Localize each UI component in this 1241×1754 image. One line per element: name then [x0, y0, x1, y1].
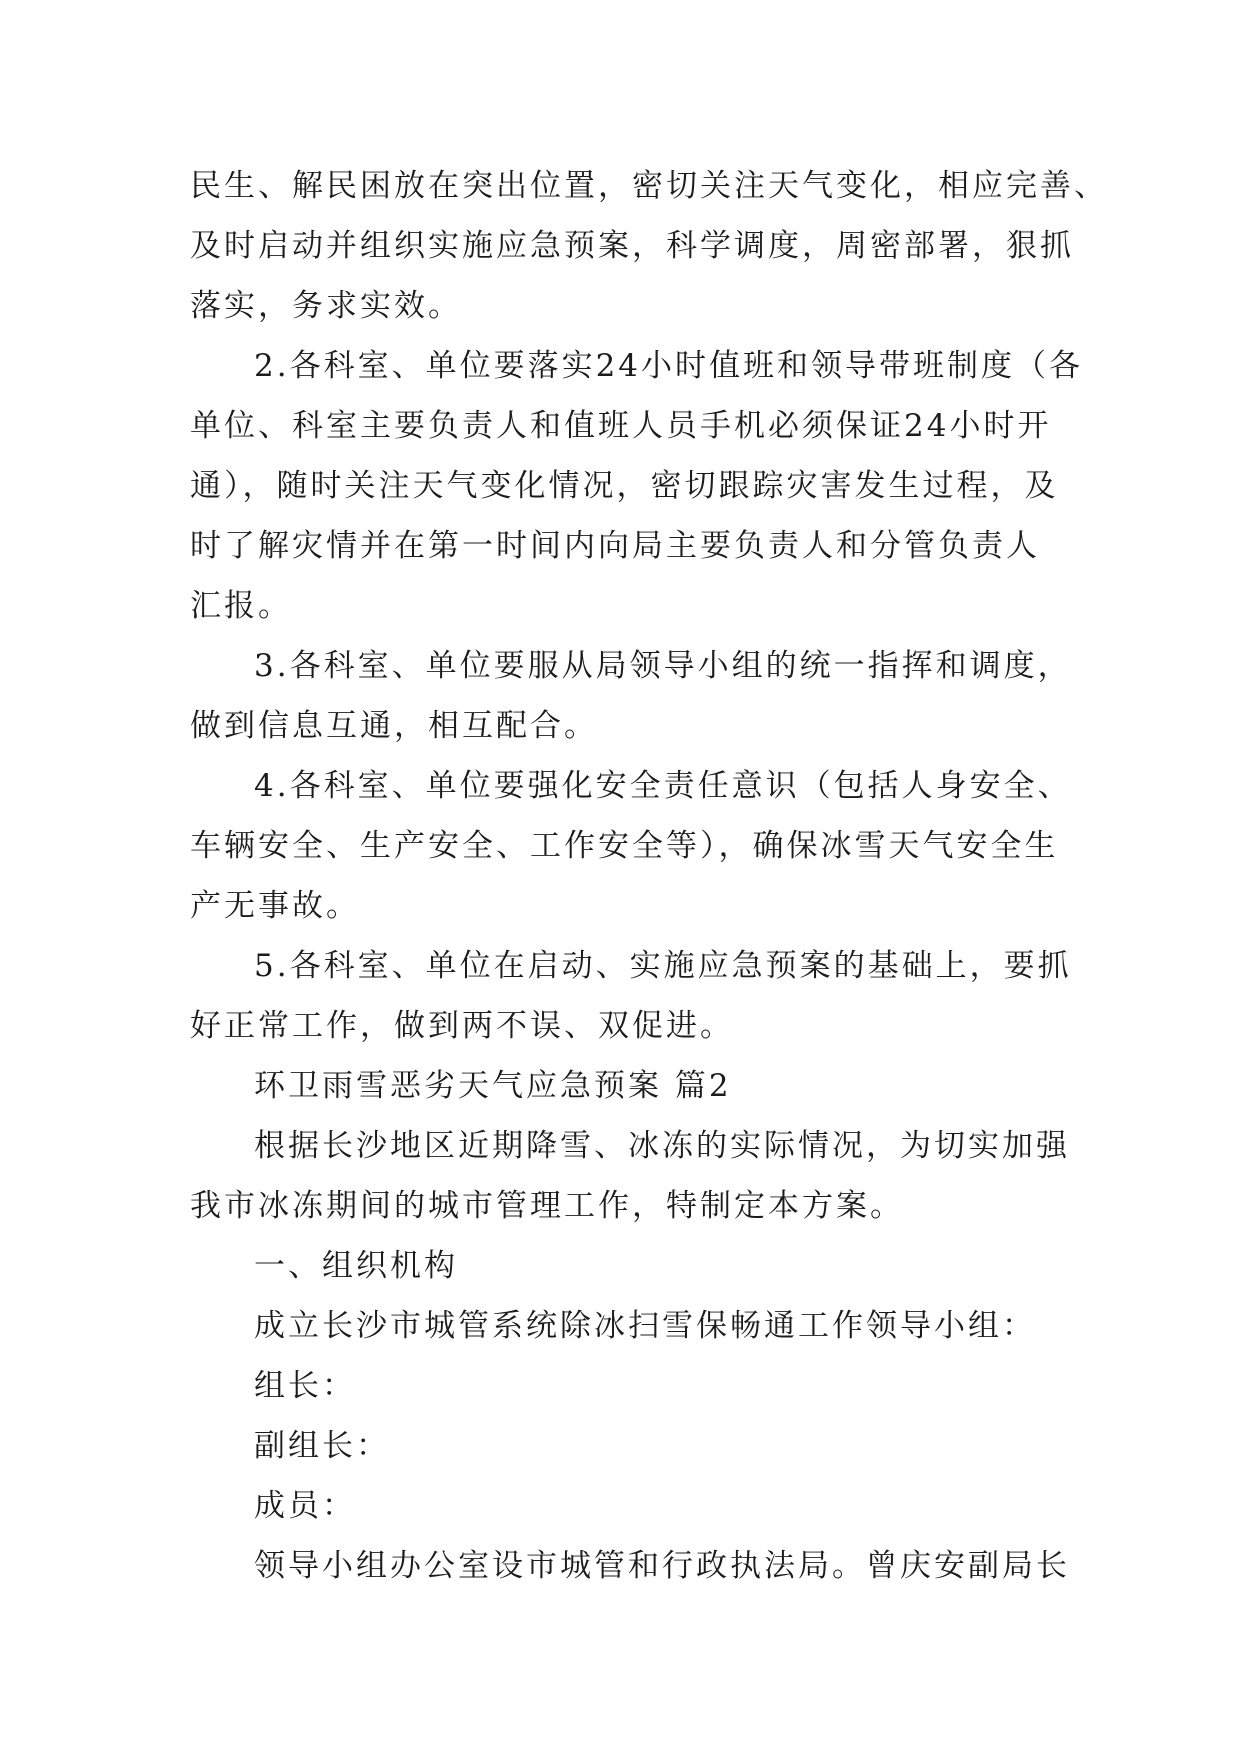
- section-heading: 一、组织机构: [254, 1248, 458, 1284]
- paragraph-line: 时了解灾情并在第一时间内向局主要负责人和分管负责人: [190, 528, 1040, 564]
- paragraph-line: 根据长沙地区近期降雪、冰冻的实际情况，为切实加强: [254, 1128, 1070, 1164]
- paragraph-line: 民生、解民困放在突出位置，密切关注天气变化，相应完善、: [190, 168, 1108, 204]
- paragraph-line: 2.各科室、单位要落实24小时值班和领导带班制度（各: [254, 348, 1084, 384]
- paragraph-line: 成员：: [254, 1488, 356, 1524]
- paragraph-line: 领导小组办公室设市城管和行政执法局。曾庆安副局长: [254, 1548, 1070, 1584]
- paragraph-line: 汇报。: [190, 588, 292, 624]
- paragraph-line: 通），随时关注天气变化情况，密切跟踪灾害发生过程，及: [190, 468, 1059, 504]
- paragraph-line: 副组长：: [254, 1428, 390, 1464]
- paragraph-line: 车辆安全、生产安全、工作安全等），确保冰雪天气安全生: [190, 828, 1059, 864]
- section-heading: 环卫雨雪恶劣天气应急预案 篇2: [254, 1068, 732, 1104]
- paragraph-line: 我市冰冻期间的城市管理工作，特制定本方案。: [190, 1188, 904, 1224]
- paragraph-line: 落实，务求实效。: [190, 288, 462, 324]
- paragraph-line: 5.各科室、单位在启动、实施应急预案的基础上，要抓: [254, 948, 1072, 984]
- paragraph-line: 成立长沙市城管系统除冰扫雪保畅通工作领导小组：: [254, 1308, 1036, 1344]
- paragraph-line: 组长：: [254, 1368, 356, 1404]
- paragraph-line: 单位、科室主要负责人和值班人员手机必须保证24小时开: [190, 408, 1052, 444]
- paragraph-line: 3.各科室、单位要服从局领导小组的统一指挥和调度，: [254, 648, 1072, 684]
- paragraph-line: 4.各科室、单位要强化安全责任意识（包括人身安全、: [254, 768, 1072, 804]
- paragraph-line: 及时启动并组织实施应急预案，科学调度，周密部署，狠抓: [190, 228, 1074, 264]
- paragraph-line: 做到信息互通，相互配合。: [190, 708, 598, 744]
- paragraph-line: 产无事故。: [190, 888, 360, 924]
- paragraph-line: 好正常工作，做到两不误、双促进。: [190, 1008, 734, 1044]
